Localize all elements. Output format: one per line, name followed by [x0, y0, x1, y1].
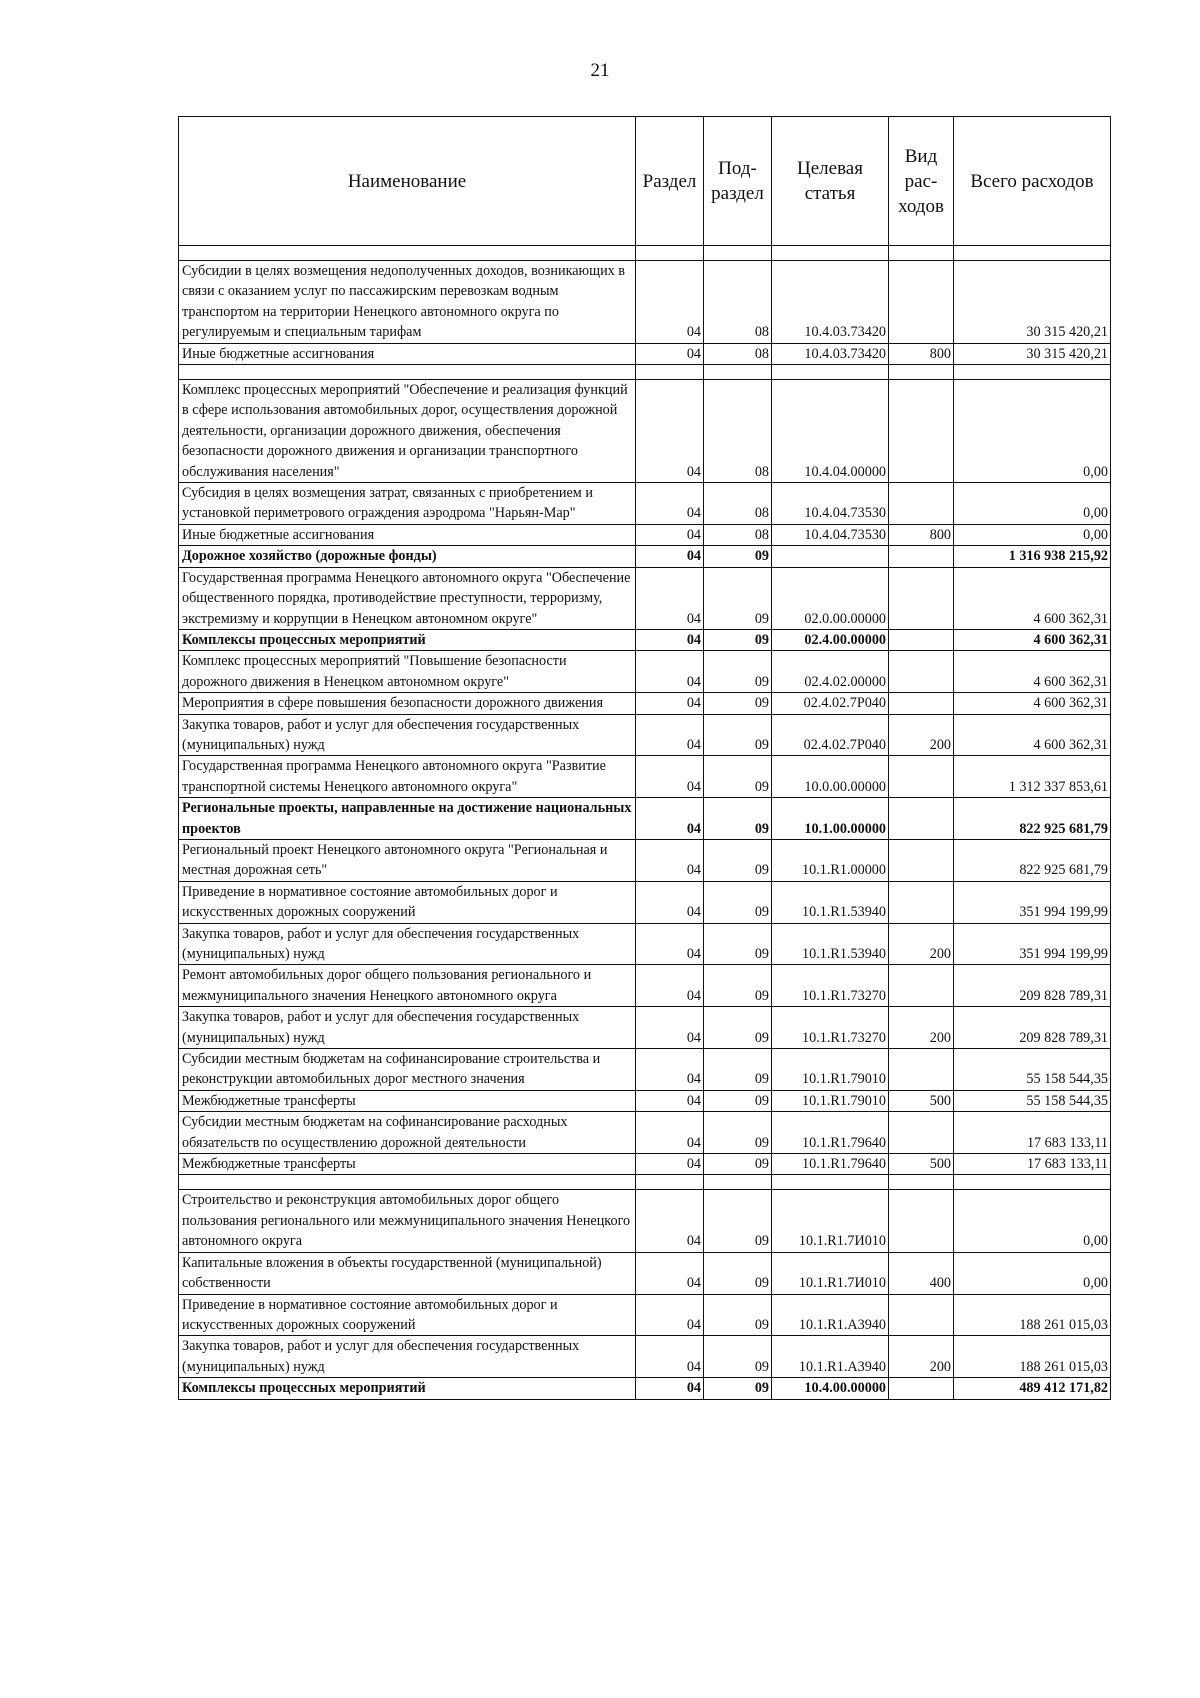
cell-razdel: 04 [636, 1336, 704, 1378]
spacer-cell [636, 246, 704, 261]
cell-razdel: 04 [636, 714, 704, 756]
table-row [179, 524, 1111, 545]
cell-vid-rashodov: 500 [889, 1154, 954, 1175]
cell-razdel: 04 [636, 651, 704, 693]
cell-total: 30 315 420,21 [954, 261, 1111, 344]
cell-vid-rashodov: 200 [889, 1336, 954, 1378]
header-vid-line1: Вид [904, 145, 938, 167]
cell-name: Иные бюджетные ассигнования [179, 343, 636, 364]
cell-celevaya-statya: 10.1.R1.73270 [772, 965, 889, 1007]
cell-vid-rashodov [889, 380, 954, 483]
header-podrazdel-line1: Под- [718, 158, 757, 179]
cell-razdel: 04 [636, 881, 704, 923]
cell-name: Закупка товаров, работ и услуг для обеспечения государственных (муниципальных) нужд [179, 1007, 636, 1049]
table-row [179, 965, 1111, 1007]
cell-name: Ремонт автомобильных дорог общего пользования регионального и межмуниципального значения Ненецкого автономного округа [179, 965, 636, 1007]
cell-celevaya-statya: 02.0.00.00000 [772, 567, 889, 629]
spacer-row [179, 365, 1111, 380]
spacer-cell [704, 365, 772, 380]
spacer-cell [772, 365, 889, 380]
cell-celevaya-statya: 02.4.02.7P040 [772, 714, 889, 756]
cell-name: Государственная программа Ненецкого автономного округа "Обеспечение общественного порядка, противодействие преступности, терроризму, экстремизму и коррупции в Ненецком автономном округе" [179, 567, 636, 629]
cell-vid-rashodov [889, 1049, 954, 1091]
spacer-cell [889, 246, 954, 261]
cell-vid-rashodov: 800 [889, 343, 954, 364]
cell-total: 822 925 681,79 [954, 798, 1111, 840]
cell-total: 55 158 544,35 [954, 1049, 1111, 1091]
cell-razdel: 04 [636, 1252, 704, 1294]
cell-total: 188 261 015,03 [954, 1336, 1111, 1378]
spacer-cell [636, 365, 704, 380]
spacer-cell [954, 1175, 1111, 1190]
table-row [179, 923, 1111, 965]
spacer-cell [179, 246, 636, 261]
cell-vid-rashodov: 800 [889, 524, 954, 545]
cell-razdel: 04 [636, 798, 704, 840]
cell-name: Приведение в нормативное состояние автомобильных дорог и искусственных дорожных сооружений [179, 881, 636, 923]
cell-name: Комплекс процессных мероприятий "Обеспечение и реализация функций в сфере использования автомобильных дорог, осуществления дорожной деятельности, организации дорожного движения, обеспечения безопасности дорожного движения и организации транспортного обслуживания населения" [179, 380, 636, 483]
cell-name: Мероприятия в сфере повышения безопасности дорожного движения [179, 693, 636, 714]
table-row [179, 483, 1111, 525]
cell-podrazdel: 09 [704, 1190, 772, 1252]
cell-celevaya-statya: 10.1.R1.79640 [772, 1112, 889, 1154]
cell-vid-rashodov [889, 567, 954, 629]
cell-razdel: 04 [636, 261, 704, 344]
cell-vid-rashodov [889, 881, 954, 923]
cell-podrazdel: 09 [704, 1252, 772, 1294]
table-row [179, 1190, 1111, 1252]
cell-podrazdel: 09 [704, 1154, 772, 1175]
table-row [179, 343, 1111, 364]
page-number: 21 [590, 60, 610, 81]
cell-total: 0,00 [954, 524, 1111, 545]
spacer-cell [772, 246, 889, 261]
cell-vid-rashodov [889, 1378, 954, 1399]
header-total: Всего расходов [954, 117, 1111, 246]
cell-podrazdel: 09 [704, 839, 772, 881]
cell-vid-rashodov [889, 546, 954, 567]
cell-celevaya-statya: 10.4.04.73530 [772, 524, 889, 545]
cell-total: 1 312 337 853,61 [954, 756, 1111, 798]
cell-razdel: 04 [636, 629, 704, 650]
cell-podrazdel: 09 [704, 629, 772, 650]
cell-name: Субсидии местным бюджетам на софинансирование расходных обязательств по осуществлению дорожной деятельности [179, 1112, 636, 1154]
cell-name: Закупка товаров, работ и услуг для обеспечения государственных (муниципальных) нужд [179, 714, 636, 756]
cell-celevaya-statya: 10.1.R1.79010 [772, 1049, 889, 1091]
table-row [179, 380, 1111, 483]
cell-razdel: 04 [636, 546, 704, 567]
header-vid-rashodov [889, 117, 954, 246]
cell-podrazdel: 09 [704, 1049, 772, 1091]
table-row [179, 629, 1111, 650]
cell-name: Закупка товаров, работ и услуг для обеспечения государственных (муниципальных) нужд [179, 1336, 636, 1378]
cell-vid-rashodov [889, 965, 954, 1007]
cell-razdel: 04 [636, 343, 704, 364]
cell-vid-rashodov: 200 [889, 1007, 954, 1049]
cell-name: Субсидии в целях возмещения недополученных доходов, возникающих в связи с оказанием услуг по пассажирским перевозкам водным транспортом на территории Ненецкого автономного округа по регулируемым и специальным тарифам [179, 261, 636, 344]
cell-vid-rashodov [889, 651, 954, 693]
cell-name: Приведение в нормативное состояние автомобильных дорог и искусственных дорожных сооружений [179, 1294, 636, 1336]
cell-total: 0,00 [954, 1190, 1111, 1252]
cell-total: 0,00 [954, 380, 1111, 483]
cell-vid-rashodov [889, 629, 954, 650]
cell-total: 489 412 171,82 [954, 1378, 1111, 1399]
cell-podrazdel: 09 [704, 1112, 772, 1154]
cell-name: Закупка товаров, работ и услуг для обеспечения государственных (муниципальных) нужд [179, 923, 636, 965]
cell-celevaya-statya: 10.4.03.73420 [772, 343, 889, 364]
cell-celevaya-statya: 02.4.02.7P040 [772, 693, 889, 714]
cell-razdel: 04 [636, 1294, 704, 1336]
cell-vid-rashodov: 200 [889, 923, 954, 965]
cell-razdel: 04 [636, 693, 704, 714]
cell-vid-rashodov [889, 1190, 954, 1252]
cell-celevaya-statya: 10.1.R1.53940 [772, 881, 889, 923]
cell-celevaya-statya: 10.1.R1.00000 [772, 839, 889, 881]
cell-vid-rashodov [889, 693, 954, 714]
cell-total: 17 683 133,11 [954, 1154, 1111, 1175]
cell-name: Региональные проекты, направленные на достижение национальных проектов [179, 798, 636, 840]
cell-podrazdel: 09 [704, 1294, 772, 1336]
spacer-cell [954, 246, 1111, 261]
spacer-cell [704, 246, 772, 261]
cell-vid-rashodov: 400 [889, 1252, 954, 1294]
cell-name: Комплекс процессных мероприятий "Повышение безопасности дорожного движения в Ненецком автономном округе" [179, 651, 636, 693]
table-row [179, 1336, 1111, 1378]
cell-razdel: 04 [636, 1007, 704, 1049]
table-row [179, 1252, 1111, 1294]
cell-total: 188 261 015,03 [954, 1294, 1111, 1336]
budget-table [178, 116, 1111, 1400]
spacer-row [179, 1175, 1111, 1190]
cell-name: Субсидии местным бюджетам на софинансирование строительства и реконструкции автомобильных дорог местного значения [179, 1049, 636, 1091]
cell-celevaya-statya: 02.4.02.00000 [772, 651, 889, 693]
cell-podrazdel: 09 [704, 965, 772, 1007]
table-row [179, 1090, 1111, 1111]
cell-razdel: 04 [636, 524, 704, 545]
cell-name: Региональный проект Ненецкого автономного округа "Региональная и местная дорожная сеть" [179, 839, 636, 881]
cell-podrazdel: 08 [704, 380, 772, 483]
header-celevaya-line2: статья [804, 183, 856, 204]
spacer-cell [889, 365, 954, 380]
table-row [179, 756, 1111, 798]
header-razdel: Раздел [636, 117, 704, 246]
table-row [179, 1154, 1111, 1175]
cell-vid-rashodov [889, 1294, 954, 1336]
cell-total: 17 683 133,11 [954, 1112, 1111, 1154]
header-name: Наименование [179, 117, 636, 246]
cell-razdel: 04 [636, 839, 704, 881]
cell-celevaya-statya: 02.4.00.00000 [772, 629, 889, 650]
spacer-row [179, 246, 1111, 261]
cell-razdel: 04 [636, 923, 704, 965]
cell-total: 351 994 199,99 [954, 923, 1111, 965]
cell-name: Строительство и реконструкция автомобильных дорог общего пользования регионального или межмуниципального значения Ненецкого автономного округа [179, 1190, 636, 1252]
table-row [179, 1007, 1111, 1049]
cell-total: 4 600 362,31 [954, 629, 1111, 650]
cell-podrazdel: 09 [704, 546, 772, 567]
cell-podrazdel: 09 [704, 881, 772, 923]
table-row [179, 546, 1111, 567]
table-header [179, 117, 1111, 246]
cell-total: 55 158 544,35 [954, 1090, 1111, 1111]
header-vid-line2: рас- [904, 170, 938, 192]
cell-name: Комплексы процессных мероприятий [179, 629, 636, 650]
cell-razdel: 04 [636, 483, 704, 525]
table-row [179, 567, 1111, 629]
cell-celevaya-statya: 10.4.04.73530 [772, 483, 889, 525]
cell-podrazdel: 09 [704, 1007, 772, 1049]
spacer-cell [772, 1175, 889, 1190]
cell-podrazdel: 09 [704, 651, 772, 693]
cell-podrazdel: 08 [704, 343, 772, 364]
cell-podrazdel: 09 [704, 756, 772, 798]
cell-celevaya-statya [772, 546, 889, 567]
cell-celevaya-statya: 10.1.R1.79640 [772, 1154, 889, 1175]
cell-celevaya-statya: 10.4.00.00000 [772, 1378, 889, 1399]
cell-vid-rashodov: 500 [889, 1090, 954, 1111]
cell-name: Иные бюджетные ассигнования [179, 524, 636, 545]
cell-name: Комплексы процессных мероприятий [179, 1378, 636, 1399]
cell-podrazdel: 09 [704, 1090, 772, 1111]
cell-name: Дорожное хозяйство (дорожные фонды) [179, 546, 636, 567]
table-row [179, 261, 1111, 344]
cell-total: 351 994 199,99 [954, 881, 1111, 923]
cell-celevaya-statya: 10.1.R1.79010 [772, 1090, 889, 1111]
cell-celevaya-statya: 10.4.04.00000 [772, 380, 889, 483]
spacer-cell [704, 1175, 772, 1190]
cell-total: 0,00 [954, 483, 1111, 525]
cell-total: 4 600 362,31 [954, 693, 1111, 714]
cell-celevaya-statya: 10.0.00.00000 [772, 756, 889, 798]
cell-podrazdel: 08 [704, 524, 772, 545]
cell-vid-rashodov [889, 839, 954, 881]
cell-total: 209 828 789,31 [954, 1007, 1111, 1049]
table-row [179, 1378, 1111, 1399]
cell-razdel: 04 [636, 756, 704, 798]
cell-razdel: 04 [636, 965, 704, 1007]
cell-name: Капитальные вложения в объекты государственной (муниципальной) собственности [179, 1252, 636, 1294]
cell-podrazdel: 09 [704, 567, 772, 629]
table-row [179, 798, 1111, 840]
cell-vid-rashodov: 200 [889, 714, 954, 756]
cell-name: Межбюджетные трансферты [179, 1090, 636, 1111]
spacer-cell [954, 365, 1111, 380]
cell-razdel: 04 [636, 1112, 704, 1154]
cell-name: Субсидия в целях возмещения затрат, связанных с приобретением и установкой периметрового ограждения аэродрома "Нарьян-Мар" [179, 483, 636, 525]
cell-vid-rashodov [889, 756, 954, 798]
table-row [179, 693, 1111, 714]
cell-celevaya-statya: 10.1.R1.A3940 [772, 1336, 889, 1378]
cell-podrazdel: 08 [704, 261, 772, 344]
table-body [179, 246, 1111, 1400]
cell-name: Межбюджетные трансферты [179, 1154, 636, 1175]
cell-total: 822 925 681,79 [954, 839, 1111, 881]
cell-celevaya-statya: 10.4.03.73420 [772, 261, 889, 344]
table-row [179, 714, 1111, 756]
cell-name: Государственная программа Ненецкого автономного округа "Развитие транспортной системы Ненецкого автономного округа" [179, 756, 636, 798]
cell-celevaya-statya: 10.1.R1.7И010 [772, 1252, 889, 1294]
cell-celevaya-statya: 10.1.00.00000 [772, 798, 889, 840]
cell-total: 4 600 362,31 [954, 567, 1111, 629]
header-podrazdel [704, 117, 772, 246]
table-row [179, 1112, 1111, 1154]
spacer-cell [889, 1175, 954, 1190]
cell-vid-rashodov [889, 1112, 954, 1154]
cell-total: 0,00 [954, 1252, 1111, 1294]
cell-total: 209 828 789,31 [954, 965, 1111, 1007]
cell-total: 30 315 420,21 [954, 343, 1111, 364]
cell-razdel: 04 [636, 380, 704, 483]
cell-podrazdel: 09 [704, 923, 772, 965]
cell-podrazdel: 09 [704, 798, 772, 840]
cell-razdel: 04 [636, 1190, 704, 1252]
spacer-cell [179, 365, 636, 380]
cell-razdel: 04 [636, 1378, 704, 1399]
table-row [179, 839, 1111, 881]
spacer-cell [179, 1175, 636, 1190]
header-podrazdel-line2: раздел [711, 183, 764, 204]
header-celevaya-line1: Целевая [797, 158, 863, 179]
header-vid-line3: ходов [898, 195, 944, 217]
table-row [179, 881, 1111, 923]
cell-celevaya-statya: 10.1.R1.73270 [772, 1007, 889, 1049]
cell-celevaya-statya: 10.1.R1.53940 [772, 923, 889, 965]
cell-total: 4 600 362,31 [954, 714, 1111, 756]
spacer-cell [636, 1175, 704, 1190]
cell-podrazdel: 09 [704, 1336, 772, 1378]
cell-razdel: 04 [636, 567, 704, 629]
cell-celevaya-statya: 10.1.R1.7И010 [772, 1190, 889, 1252]
cell-podrazdel: 09 [704, 1378, 772, 1399]
cell-razdel: 04 [636, 1154, 704, 1175]
cell-podrazdel: 09 [704, 714, 772, 756]
table-row [179, 1049, 1111, 1091]
cell-celevaya-statya: 10.1.R1.A3940 [772, 1294, 889, 1336]
cell-vid-rashodov [889, 798, 954, 840]
cell-vid-rashodov [889, 483, 954, 525]
cell-razdel: 04 [636, 1090, 704, 1111]
cell-total: 4 600 362,31 [954, 651, 1111, 693]
table-row [179, 1294, 1111, 1336]
cell-razdel: 04 [636, 1049, 704, 1091]
header-celevaya [772, 117, 889, 246]
cell-podrazdel: 08 [704, 483, 772, 525]
table-row [179, 651, 1111, 693]
cell-vid-rashodov [889, 261, 954, 344]
cell-total: 1 316 938 215,92 [954, 546, 1111, 567]
cell-podrazdel: 09 [704, 693, 772, 714]
